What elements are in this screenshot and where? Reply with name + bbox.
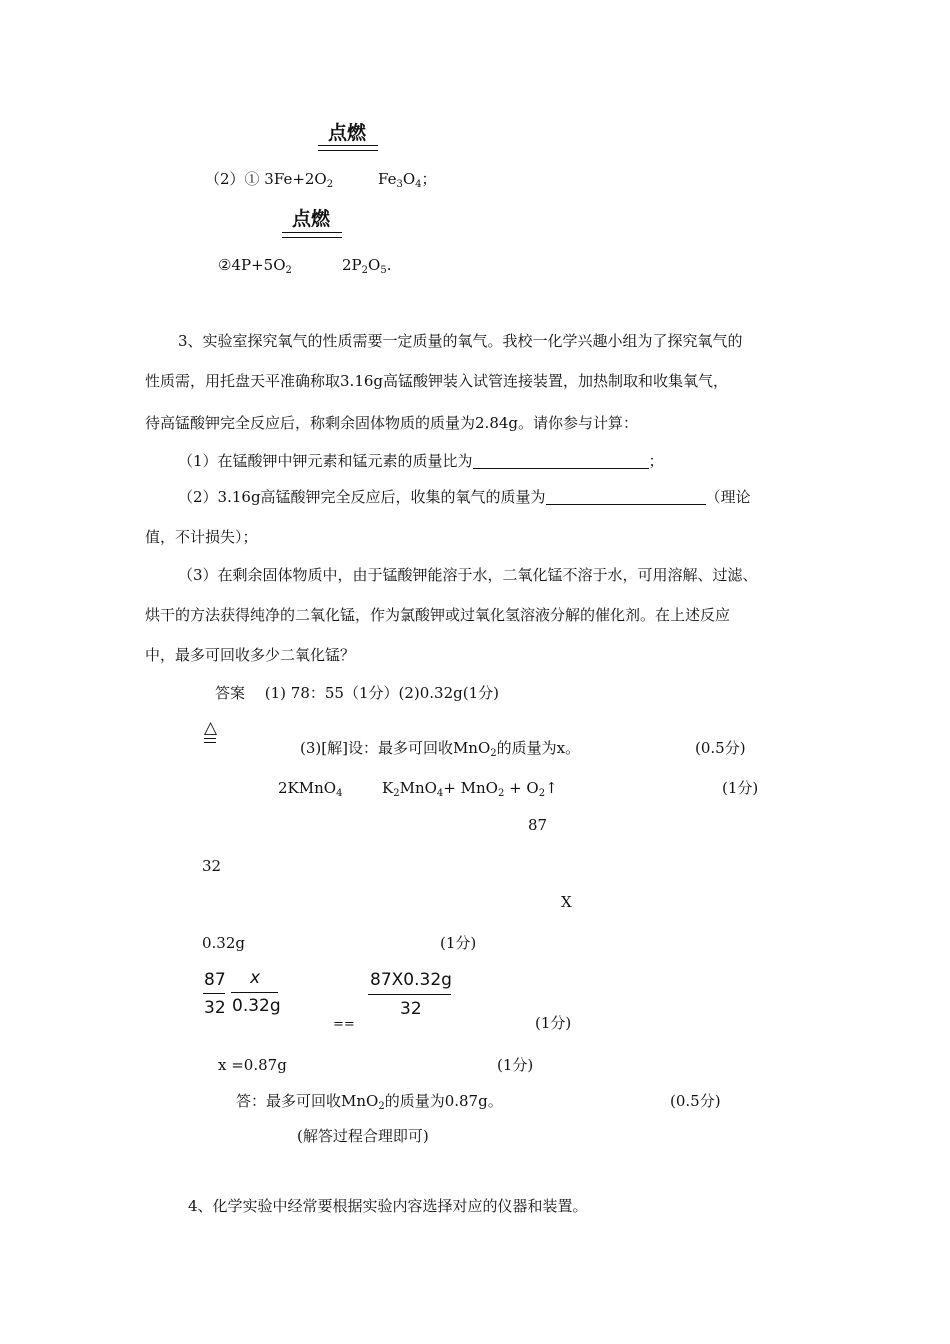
mass-0-32g: 0.32g: [202, 934, 246, 952]
heat-symbol: △: [204, 718, 218, 738]
answer-blank-1[interactable]: [473, 452, 649, 469]
frac2-num: x: [250, 968, 261, 988]
frac2-line: [231, 992, 278, 993]
q3-sub-3-line-3: 中，最多可回收多少二氧化锰？: [145, 646, 356, 664]
heat-double-line: [204, 738, 216, 743]
equation-2-1-product: $Fe_3O_4$；: [378, 170, 437, 190]
q3-sub-2: （2）3.16g高锰酸钾完全反应后，收集的氧气的质量为 （理论: [178, 488, 751, 506]
frac1-den: 32: [204, 998, 226, 1018]
frac3-num: 87X0.32g: [370, 970, 452, 990]
equation-2-2: $②4P+5O_2$: [218, 256, 292, 276]
condition-label-2: 点燃: [292, 208, 331, 230]
double-line-2: [282, 232, 342, 238]
answer-let: (3)[解]设：最多可回收MnO$_2$的质量为x。: [300, 739, 581, 759]
double-line-1: [318, 145, 378, 151]
q3-sub-1: （1）在锰酸钾中钾元素和锰元素的质量比为 ；: [178, 452, 664, 470]
frac1-num: 87: [204, 970, 226, 990]
products: $K_2MnO_4+ MnO_2$ + $O_2↑$: [382, 779, 558, 799]
q3-line-2: 性质需，用托盘天平准确称取3.16g高锰酸钾装入试管连接装置，加热制取和收集氧气，: [145, 372, 729, 390]
conclusion: 答：最多可回收MnO$_2$的质量为0.87g。: [236, 1092, 503, 1112]
reactant-kmno4: 2KMnO$_4$: [278, 779, 343, 799]
q4-text: 4、化学实验中经常要根据实验内容选择对应的仪器和装置。: [188, 1197, 588, 1215]
frac3-line: [368, 994, 451, 995]
var-x: X: [561, 893, 572, 911]
q3-sub-3-line-1: （3）在剩余固体物质中，由于锰酸钾能溶于水，二氧化锰不溶于水，可用溶解、过滤、: [178, 566, 758, 584]
frac1-line: [203, 993, 225, 994]
score-proportion: (1分): [535, 1014, 572, 1032]
frac3-den: 32: [400, 999, 422, 1019]
result-x: x =0.87g: [218, 1056, 287, 1074]
equals-sign: ==: [333, 1017, 355, 1032]
score-let: (0.5分): [695, 739, 746, 757]
answer-blank-2[interactable]: [546, 488, 706, 505]
frac2-den: 0.32g: [232, 996, 281, 1016]
q3-sub-2-cont: 值，不计损失）；: [145, 528, 258, 546]
condition-label-1: 点燃: [328, 122, 367, 144]
q3-line-1: 3、实验室探究氧气的性质需要一定质量的氧气。我校一化学兴趣小组为了探究氧气的: [178, 332, 743, 350]
q3-line-3: 待高锰酸钾完全反应后，称剩余固体物质的质量为2.84g。请你参与计算：: [145, 414, 639, 432]
score-equation: (1分): [722, 779, 759, 797]
answer-note: (解答过程合理即可): [297, 1127, 429, 1145]
score-masses: (1分): [440, 934, 477, 952]
equation-2-1: （2）① $3Fe+2O_2$: [205, 170, 334, 190]
score-conclusion: (0.5分): [670, 1092, 721, 1110]
equation-2-2-product: $2P_2O_5$.: [342, 256, 392, 276]
mass-32: 32: [202, 857, 222, 875]
mass-87: 87: [528, 816, 548, 834]
score-result: (1分): [497, 1056, 534, 1074]
answer-line-1: 答案 (1) 78：55（1分）(2)0.32g(1分): [215, 684, 499, 702]
q3-sub-3-line-2: 烘干的方法获得纯净的二氧化锰，作为氯酸钾或过氧化氢溶液分解的催化剂。在上述反应: [145, 606, 731, 624]
